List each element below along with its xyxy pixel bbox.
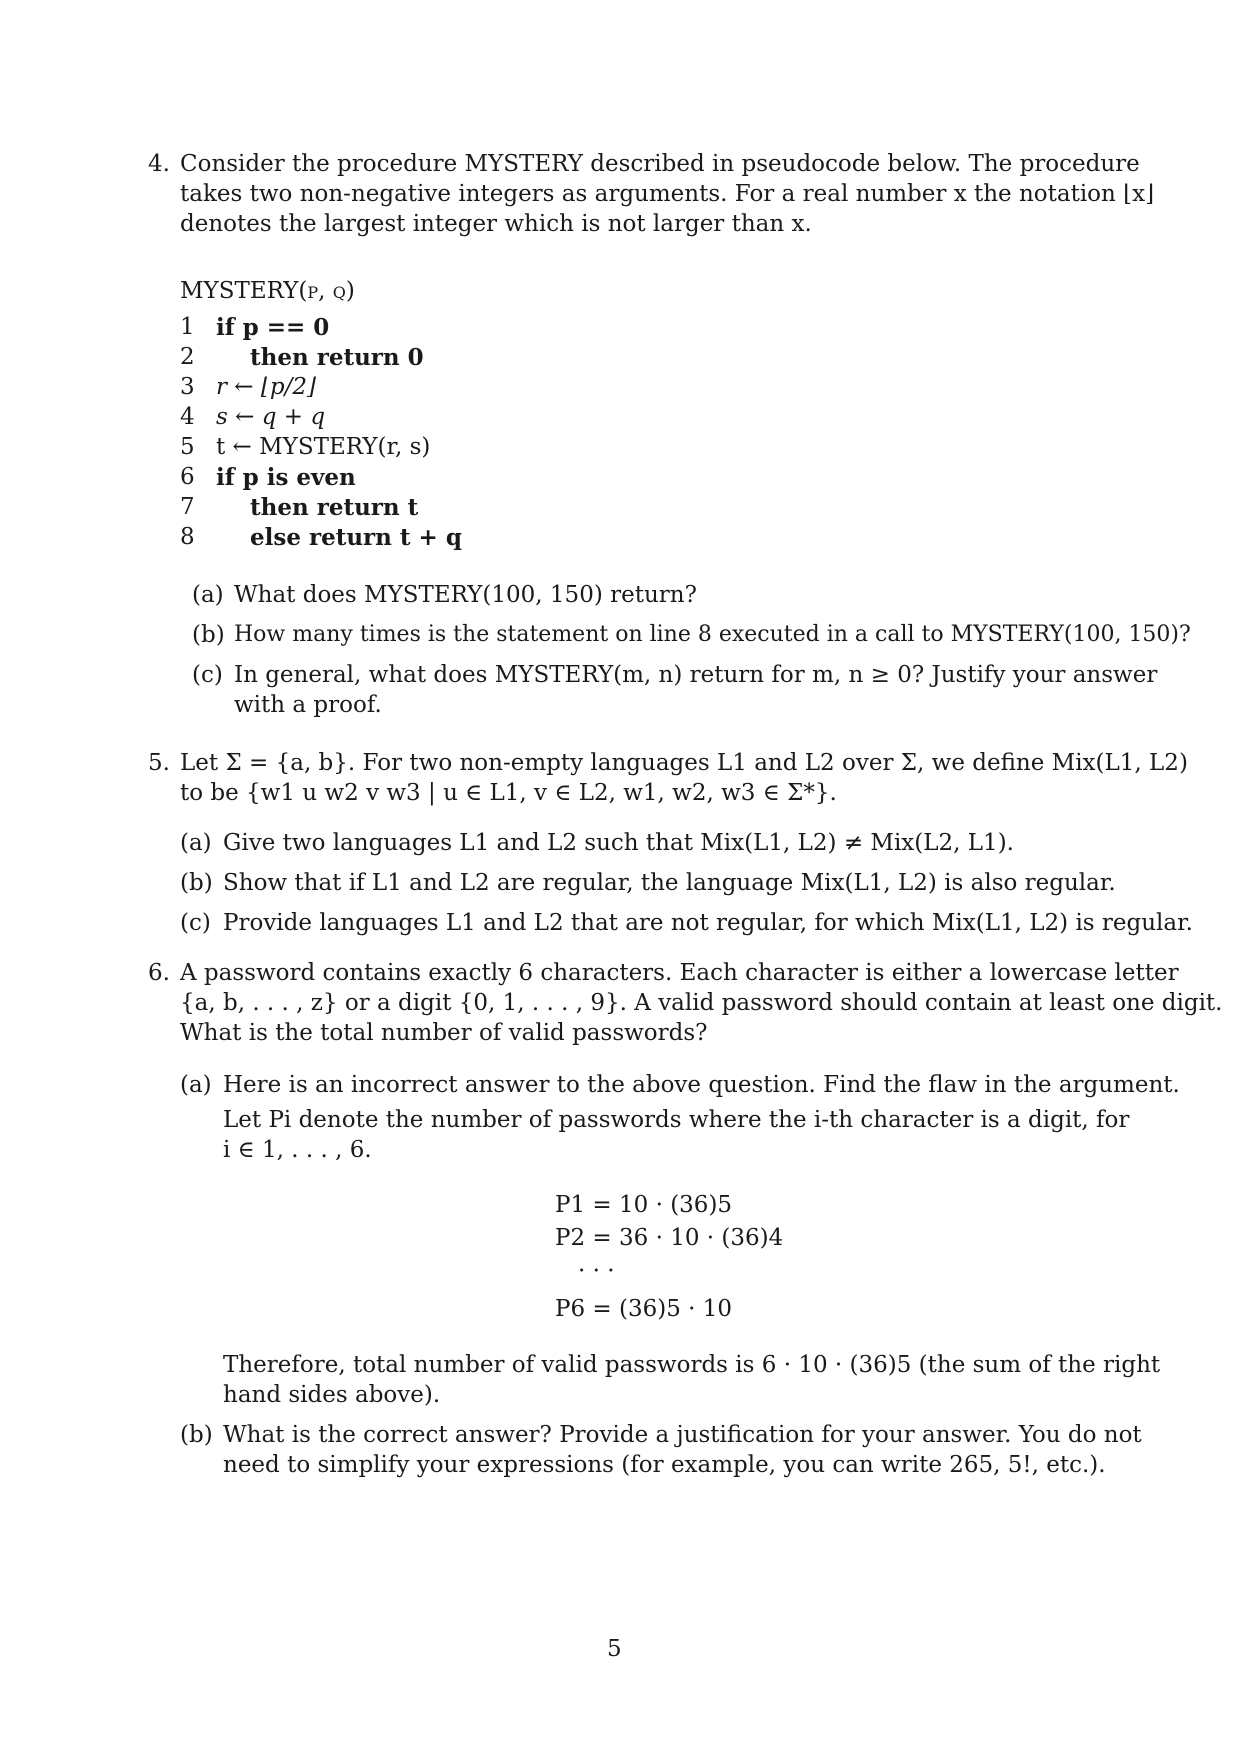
question-4-part-a-label: (a) [192,582,224,608]
question-5-text-line-2: to be {w1 u w2 v w3 | u ∈ L1, v ∈ L2, w1, w2, w3 ∈ Σ*}. [180,780,837,806]
question-5-part-a-label: (a) [180,830,212,856]
equation-p6: P6 = (36)5 · 10 [555,1296,733,1322]
question-6-therefore-line-1: Therefore, total number of valid passwords is 6 · 10 · (36)5 (the sum of the right [223,1352,1161,1378]
question-6-part-b-label: (b) [180,1422,213,1448]
question-5-part-c-text: Provide languages L1 and L2 that are not regular, for which Mix(L1, L2) is regular. [223,910,1193,936]
code-line: else return t + q [250,524,462,551]
question-5-part-a-text: Give two languages L1 and L2 such that Mix(L1, L2) ≠ Mix(L2, L1). [223,830,1014,856]
code-line: if p is even [216,464,356,491]
code-line-number: 1 [180,314,195,340]
code-line: t ← MYSTERY(r, s) [216,434,431,460]
code-line: s ← q + q [216,404,326,430]
question-5-number: 5. [148,750,170,776]
code-line-number: 6 [180,464,195,490]
question-6-part-a-line-1: Here is an incorrect answer to the above question. Find the flaw in the argument. [223,1072,1180,1098]
code-line: r ← ⌊p/2⌋ [216,374,316,400]
question-6-part-a-label: (a) [180,1072,212,1098]
question-4-part-c-line-2: with a proof. [234,692,382,718]
procedure-header: MYSTERY(p, q) [180,278,355,304]
question-6-part-b-line-1: What is the correct answer? Provide a justification for your answer. You do not [223,1422,1142,1448]
question-5-part-c-label: (c) [180,910,211,936]
question-6-text-line-2: {a, b, . . . , z} or a digit {0, 1, . . . , 9}. A valid password should contain at least one digit. [180,990,1223,1016]
question-6-part-a-line-2: Let Pi denote the number of passwords where the i-th character is a digit, for [223,1107,1130,1133]
question-4-text-line-2: takes two non-negative integers as arguments. For a real number x the notation ⌊x⌋ [180,181,1155,207]
question-4-part-c-label: (c) [192,662,223,688]
code-line-number: 2 [180,344,195,370]
question-4-part-c-line-1: In general, what does MYSTERY(m, n) return for m, n ≥ 0? Justify your answer [234,662,1158,688]
question-6-text-line-1: A password contains exactly 6 characters. Each character is either a lowercase letter [180,960,1179,986]
question-6-text-line-3: What is the total number of valid passwords? [180,1020,708,1046]
question-5-text-line-1: Let Σ = {a, b}. For two non-empty languages L1 and L2 over Σ, we define Mix(L1, L2) [180,750,1188,776]
question-6-part-a-line-3: i ∈ 1, . . . , 6. [223,1137,372,1163]
question-4-part-b-label: (b) [192,622,225,648]
question-4-text-line-1: Consider the procedure MYSTERY described in pseudocode below. The procedure [180,151,1140,177]
question-5-part-b-label: (b) [180,870,213,896]
equation-p2: P2 = 36 · 10 · (36)4 [555,1225,784,1251]
question-4-number: 4. [148,151,170,177]
code-line: then return 0 [250,344,424,371]
code-line-number: 7 [180,494,195,520]
question-6-part-b-line-2: need to simplify your expressions (for example, you can write 265, 5!, etc.). [223,1452,1106,1478]
code-line-number: 3 [180,374,195,400]
code-line-number: 5 [180,434,195,460]
equation-p1: P1 = 10 · (36)5 [555,1192,733,1218]
code-line-number: 8 [180,524,195,550]
question-4-part-b-text: How many times is the statement on line 8 executed in a call to MYSTERY(100, 150)? [234,622,1191,647]
question-6-therefore-line-2: hand sides above). [223,1382,441,1408]
question-4-text-line-3: denotes the largest integer which is not larger than x. [180,211,812,237]
code-line: if p == 0 [216,314,330,341]
question-6-number: 6. [148,960,170,986]
code-line: then return t [250,494,419,521]
code-line-number: 4 [180,404,195,430]
question-4-part-a-text: What does MYSTERY(100, 150) return? [234,582,697,608]
question-5-part-b-text: Show that if L1 and L2 are regular, the language Mix(L1, L2) is also regular. [223,870,1116,896]
equation-ellipsis: · · · [578,1258,615,1284]
page-number: 5 [607,1636,622,1662]
